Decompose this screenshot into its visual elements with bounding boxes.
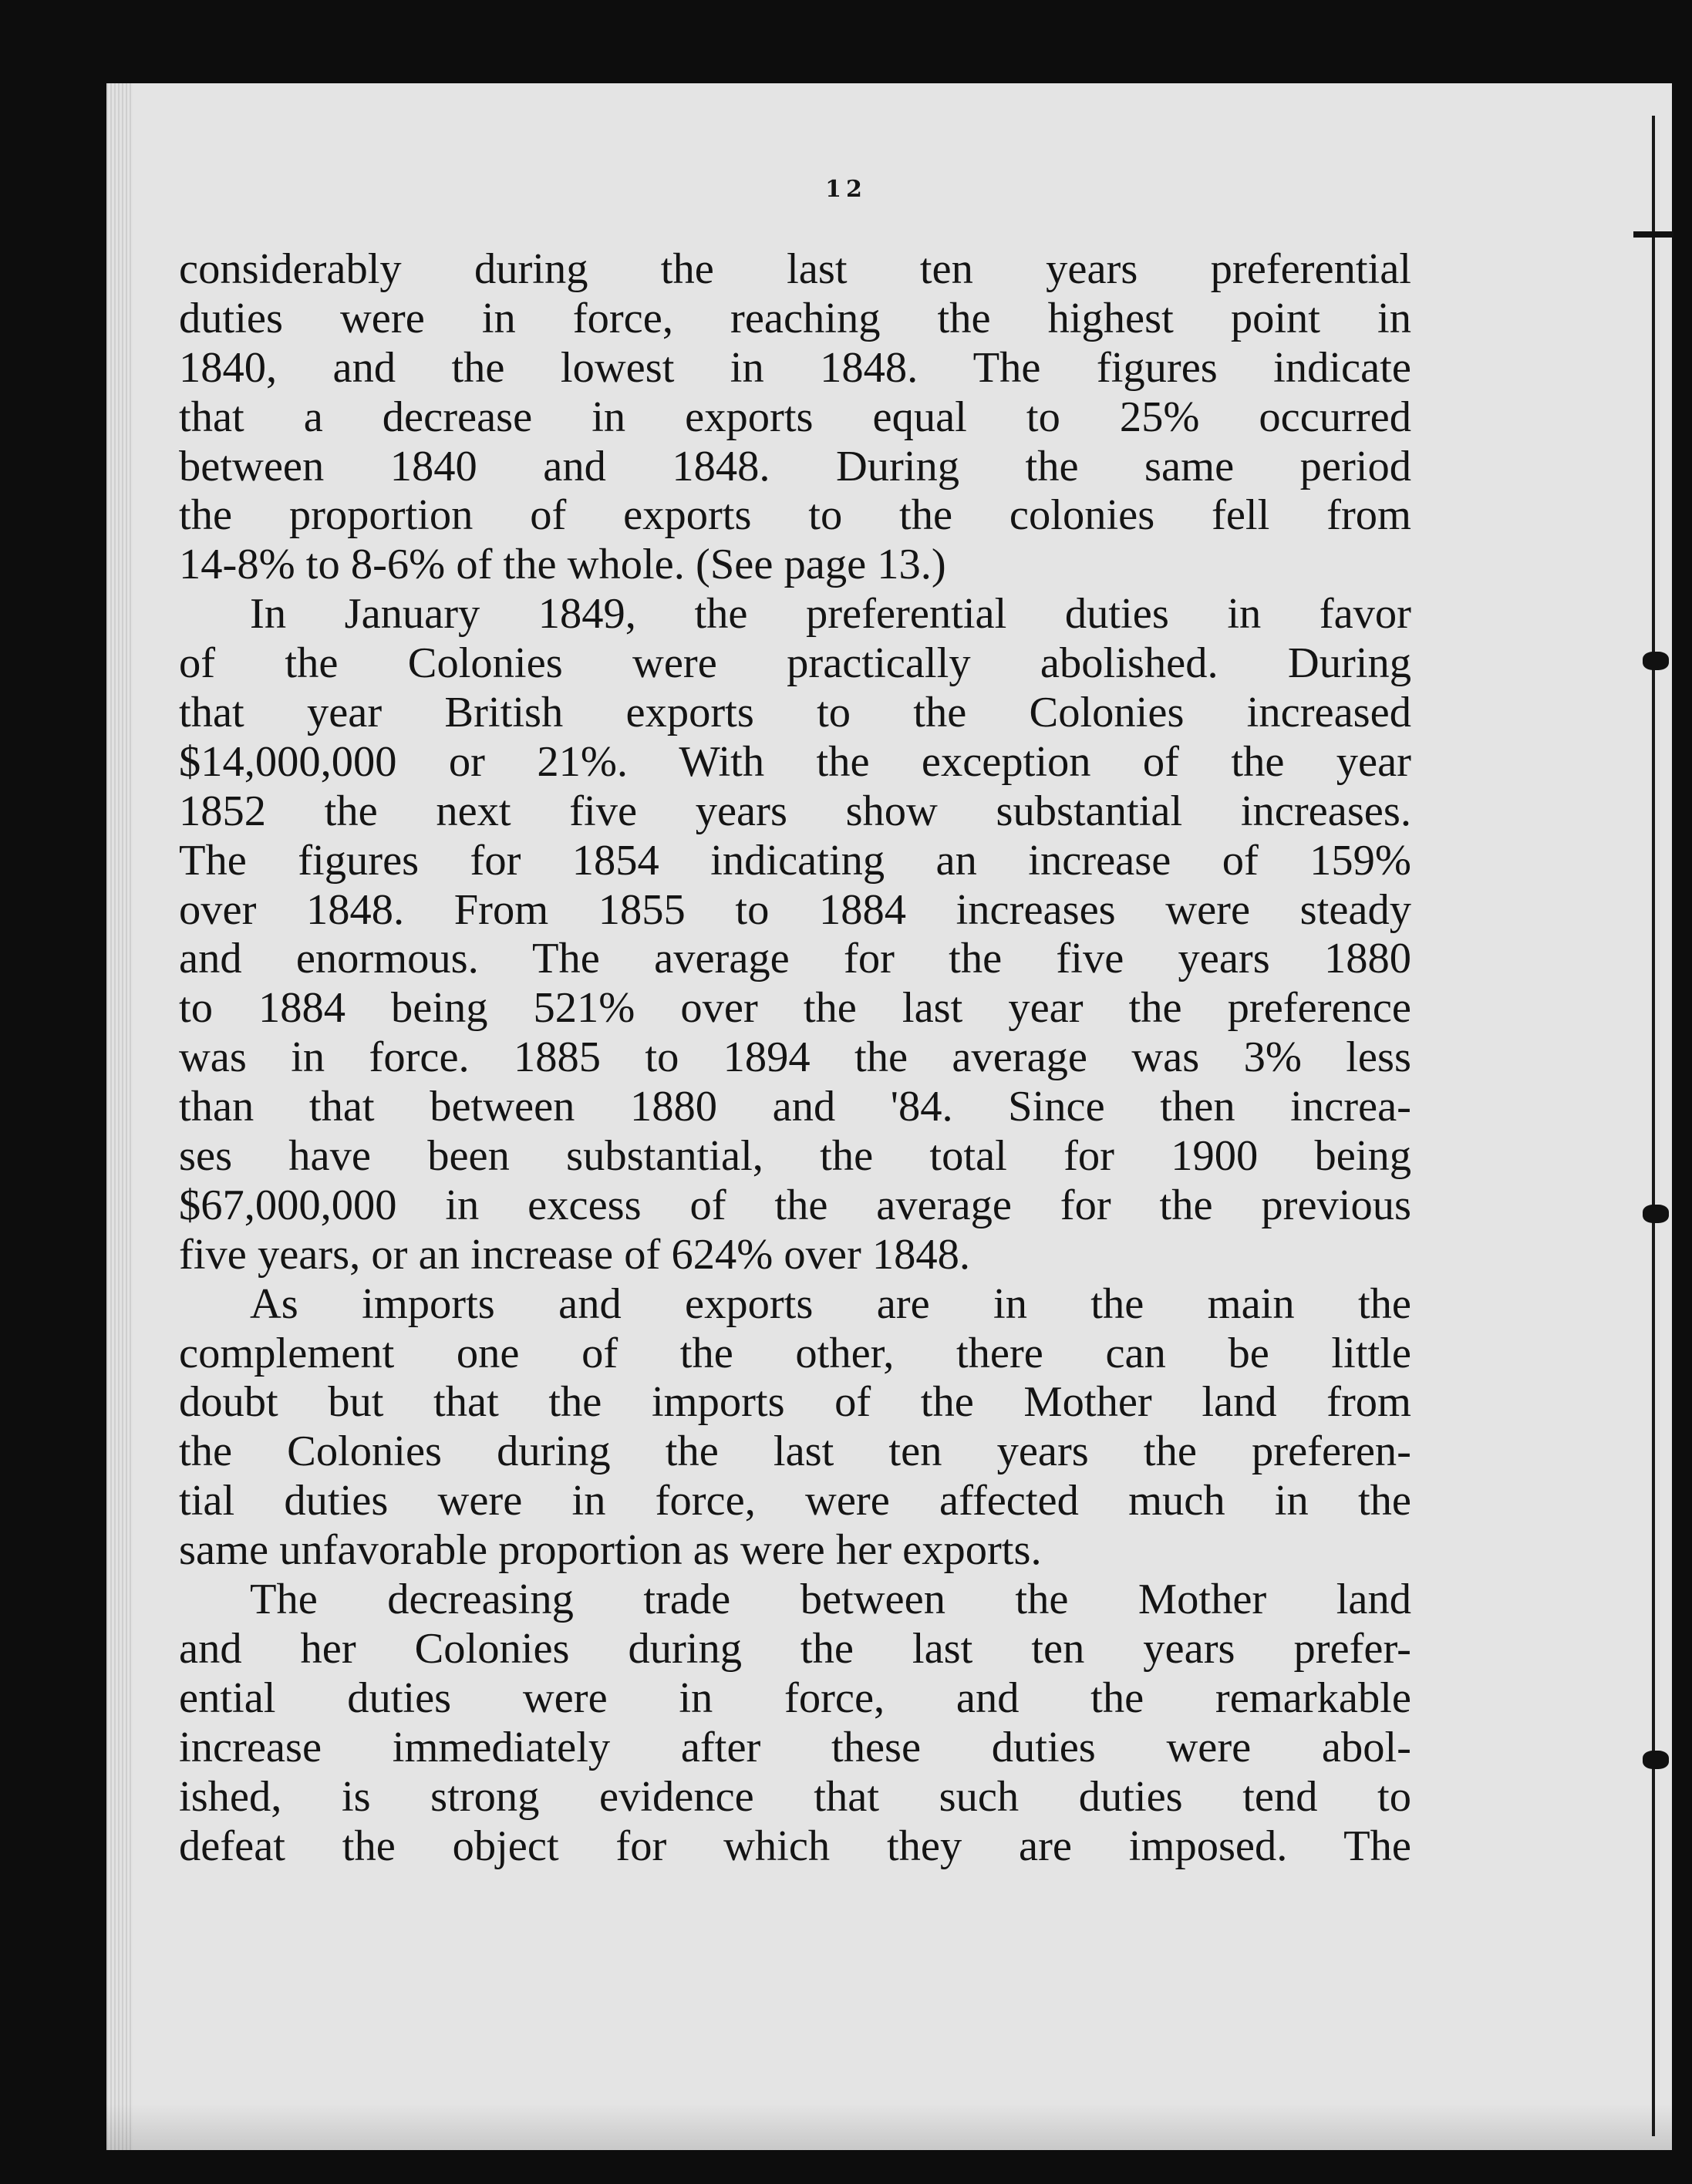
text-line: 1852 the next five years show substantial increases. [179,787,1411,835]
text-line: ses have been substantial, the total for 1900 being [179,1132,1411,1181]
body-text [179,245,1411,1871]
text-line: defeat the object for which they are imposed. The [179,1822,1411,1870]
text-line: The decreasing trade between the Mother land [250,1576,1411,1624]
text-line: $14,000,000 or 21%. With the exception of the year [179,737,1411,786]
text-line: five years, or an increase of 624% over 1848. [179,1230,971,1279]
text-line: $67,000,000 in excess of the average for the previous [179,1181,1411,1229]
text-line: considerably during the last ten years preferential [179,245,1411,293]
text-line: duties were in force, reaching the highest point in [179,294,1411,342]
ink-blot [1643,1205,1669,1223]
text-line: and enormous. The average for the five years 1880 [179,935,1411,983]
text-line: doubt but that the imports of the Mother land from [179,1378,1411,1427]
text-line: to 1884 being 521% over the last year the preference [179,984,1411,1033]
text-line: tial duties were in force, were affected much in the [179,1477,1411,1525]
page-binding-edge [106,83,133,2150]
text-line: The figures for 1854 indicating an increase of 159% [179,836,1411,885]
text-line: the Colonies during the last ten years the preferen- [179,1427,1411,1476]
ink-blot [1643,652,1669,670]
text-line: 14-8% to 8-6% of the whole. (See page 13.) [179,541,946,589]
text-line: than that between 1880 and '84. Since then increa- [179,1083,1411,1131]
text-line: ished, is strong evidence that such duties tend to [179,1772,1411,1821]
text-line: that year British exports to the Colonies increased [179,689,1411,737]
text-line: same unfavorable proportion as were her exports. [179,1526,1042,1575]
page-number: 12 [825,176,867,203]
text-line: increase immediately after these duties were abol- [179,1723,1411,1771]
text-line: over 1848. From 1855 to 1884 increases were steady [179,885,1411,934]
text-line: that a decrease in exports equal to 25% occurred [179,393,1411,441]
adjacent-page-edge [1652,116,1655,2136]
text-line: between 1840 and 1848. During the same period [179,442,1411,490]
text-line: complement one of the other, there can be little [179,1329,1411,1377]
text-line: In January 1849, the preferential duties in favor [250,590,1411,639]
ink-blot [1643,1751,1669,1769]
text-line: ential duties were in force, and the remarkable [179,1673,1411,1722]
text-line: As imports and exports are in the main the [250,1279,1411,1328]
text-line: and her Colonies during the last ten years prefer- [179,1624,1411,1673]
text-line: the proportion of exports to the colonies fell from [179,491,1411,540]
page-bottom-shadow [106,2104,1672,2150]
text-line: 1840, and the lowest in 1848. The figures indicate [179,343,1411,392]
adjacent-page-mark [1633,231,1673,238]
text-line: of the Colonies were practically abolished. During [179,639,1411,688]
text-line: was in force. 1885 to 1894 the average was 3% less [179,1033,1411,1082]
